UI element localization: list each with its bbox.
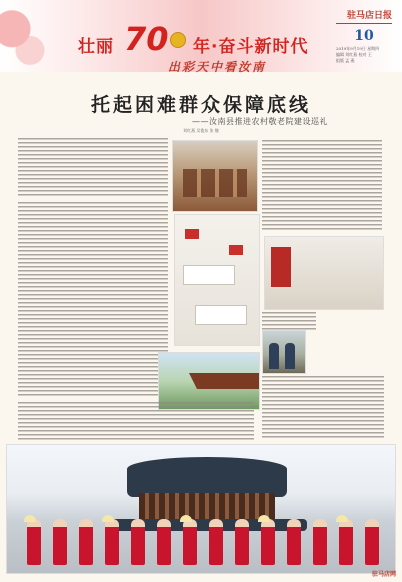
newspaper-logo: 驻马店日报 bbox=[336, 8, 392, 24]
dancer bbox=[339, 519, 353, 565]
dining-hall-photo bbox=[172, 140, 258, 212]
article-body-left-2 bbox=[18, 202, 168, 398]
dancer bbox=[157, 519, 171, 565]
banner bbox=[0, 0, 402, 72]
article-body-right-mid bbox=[262, 312, 316, 332]
banner-title-right: 年·奋斗新时代 bbox=[193, 37, 309, 57]
article-body-left bbox=[18, 138, 168, 198]
watermark: 驻马店网 bbox=[371, 571, 396, 578]
national-emblem-icon bbox=[170, 32, 186, 48]
red-handrail bbox=[185, 229, 199, 239]
resident bbox=[269, 343, 279, 369]
article-byline: 刘红燕 吴俊东 张 继 bbox=[183, 128, 219, 133]
red-handrail bbox=[229, 245, 243, 255]
red-curtain bbox=[271, 247, 291, 287]
fan-icon bbox=[24, 515, 36, 522]
dancer bbox=[261, 519, 275, 565]
dancer bbox=[79, 519, 93, 565]
dining-tables bbox=[183, 169, 247, 197]
masthead-date: 2019年9月19日 星期四 bbox=[336, 46, 380, 51]
dancer bbox=[313, 519, 327, 565]
dancer bbox=[183, 519, 197, 565]
fan-icon bbox=[336, 515, 348, 522]
elderly-residents-photo bbox=[262, 330, 306, 374]
fan-icon bbox=[180, 515, 192, 522]
activity-room-photo bbox=[264, 236, 384, 310]
dancer bbox=[287, 519, 301, 565]
dance-performance-photo bbox=[6, 444, 396, 574]
bed bbox=[195, 305, 247, 325]
dancer bbox=[365, 519, 379, 565]
dancer bbox=[235, 519, 249, 565]
masthead-meta bbox=[336, 46, 392, 64]
fan-icon bbox=[258, 515, 270, 522]
fan-icon bbox=[102, 515, 114, 522]
resident bbox=[285, 343, 295, 369]
page-number: 10 bbox=[354, 28, 374, 44]
dancer bbox=[209, 519, 223, 565]
dormitory-photo bbox=[174, 214, 260, 346]
dancer bbox=[105, 519, 119, 565]
article-subhead: ——汝南县推进农村敬老院建设巡礼 bbox=[192, 117, 328, 126]
article-body-right-top bbox=[262, 140, 382, 232]
masthead-layout: 组版 孟 燕 bbox=[336, 58, 355, 63]
bed bbox=[183, 265, 235, 285]
pavilion-roof bbox=[127, 457, 287, 497]
article-headline: 托起困难群众保障底线 bbox=[90, 94, 311, 116]
banner-70-number: 70 bbox=[124, 20, 169, 58]
banner-title-left: 壮丽 bbox=[78, 37, 114, 57]
article-body-right-bottom bbox=[262, 376, 384, 440]
masthead bbox=[336, 8, 392, 64]
article-body-left-3 bbox=[18, 402, 254, 440]
dancer bbox=[131, 519, 145, 565]
banner-decoration bbox=[0, 0, 60, 72]
dancer bbox=[53, 519, 67, 565]
banner-subtitle: 出彩天中看汝南 bbox=[168, 60, 267, 74]
masthead-editor: 编辑 刘红燕 校对 王 bbox=[336, 52, 372, 57]
dancer bbox=[27, 519, 41, 565]
